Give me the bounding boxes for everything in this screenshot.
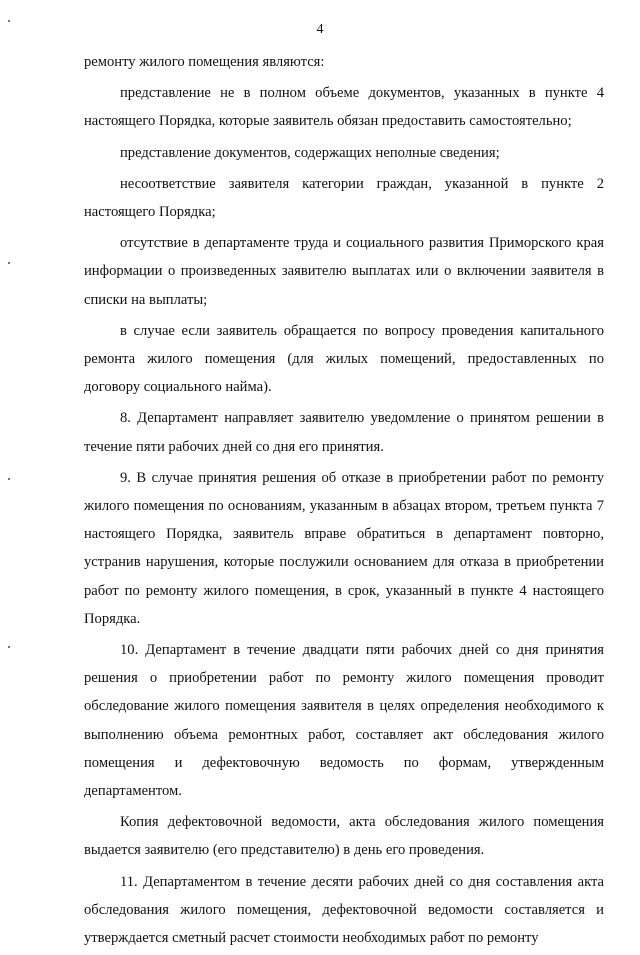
margin-mark bbox=[8, 262, 10, 264]
paragraph-clause-9: 9. В случае принятия решения об отказе в приобретении работ по ремонту жилого помещения по основаниям, указанным в абзацах втором, третьем пункта 7 настоящего Порядка, заявитель вправе обратиться в департамент повторно, устранив нарушения, которые послужили основанием для отказа в приобретении работ по ремонту жилого помещения, в срок, указанный в пункте 4 настоящего Порядка. bbox=[84, 469, 604, 627]
paragraph-clause-8: 8. Департамент направляет заявителю уведомление о принятом решении в течение пяти рабочих дней со дня его принятия. bbox=[84, 410, 604, 455]
paragraph-ground-category-mismatch: несоответствие заявителя категории граждан, указанной в пункте 2 настоящего Порядка; bbox=[84, 175, 604, 221]
paragraph-continuation: ремонту жилого помещения являются: bbox=[84, 54, 325, 70]
paragraph-ground-incomplete-documents: представление не в полном объеме документов, указанных в пункте 4 настоящего Порядка, которые заявитель обязан предоставить самостоятельно; bbox=[84, 85, 604, 130]
margin-mark bbox=[8, 20, 10, 22]
page-number: 4 bbox=[316, 22, 324, 37]
paragraph-ground-no-payment-info: отсутствие в департаменте труда и социального развития Приморского края информации о произведенных заявителю выплатах или о включении заявителя в списки на выплаты; bbox=[84, 235, 604, 308]
margin-mark bbox=[8, 478, 10, 480]
paragraph-clause-11: 11. Департаментом в течение десяти рабочих дней со дня составления акта обследования жилого помещения, дефектовочной ведомости составляется и утверждается сметный расчет стоимости необходимых работ по ремонту bbox=[84, 873, 604, 947]
paragraph-ground-capital-repair: в случае если заявитель обращается по вопросу проведения капитального ремонта жилого помещения (для жилых помещений, предоставленных по договору социального найма). bbox=[84, 322, 604, 396]
document-body bbox=[84, 48, 604, 955]
paragraph-ground-incomplete-info: представление документов, содержащих неполные сведения; bbox=[120, 144, 500, 161]
margin-mark bbox=[8, 646, 10, 648]
paragraph-copy-issuance: Копия дефектовочной ведомости, акта обследования жилого помещения выдается заявителю (его представителю) в день его проведения. bbox=[84, 814, 604, 859]
paragraph-clause-10: 10. Департамент в течение двадцати пяти рабочих дней со дня принятия решения о приобретении работ по ремонту жилого помещения проводит обследование жилого помещения заявителя в целях определения необходимого к выполнению объема ремонтных работ, составляет акт обследования жилого помещения и дефектовочную ведомость по формам, утвержденным департаментом. bbox=[84, 642, 604, 800]
